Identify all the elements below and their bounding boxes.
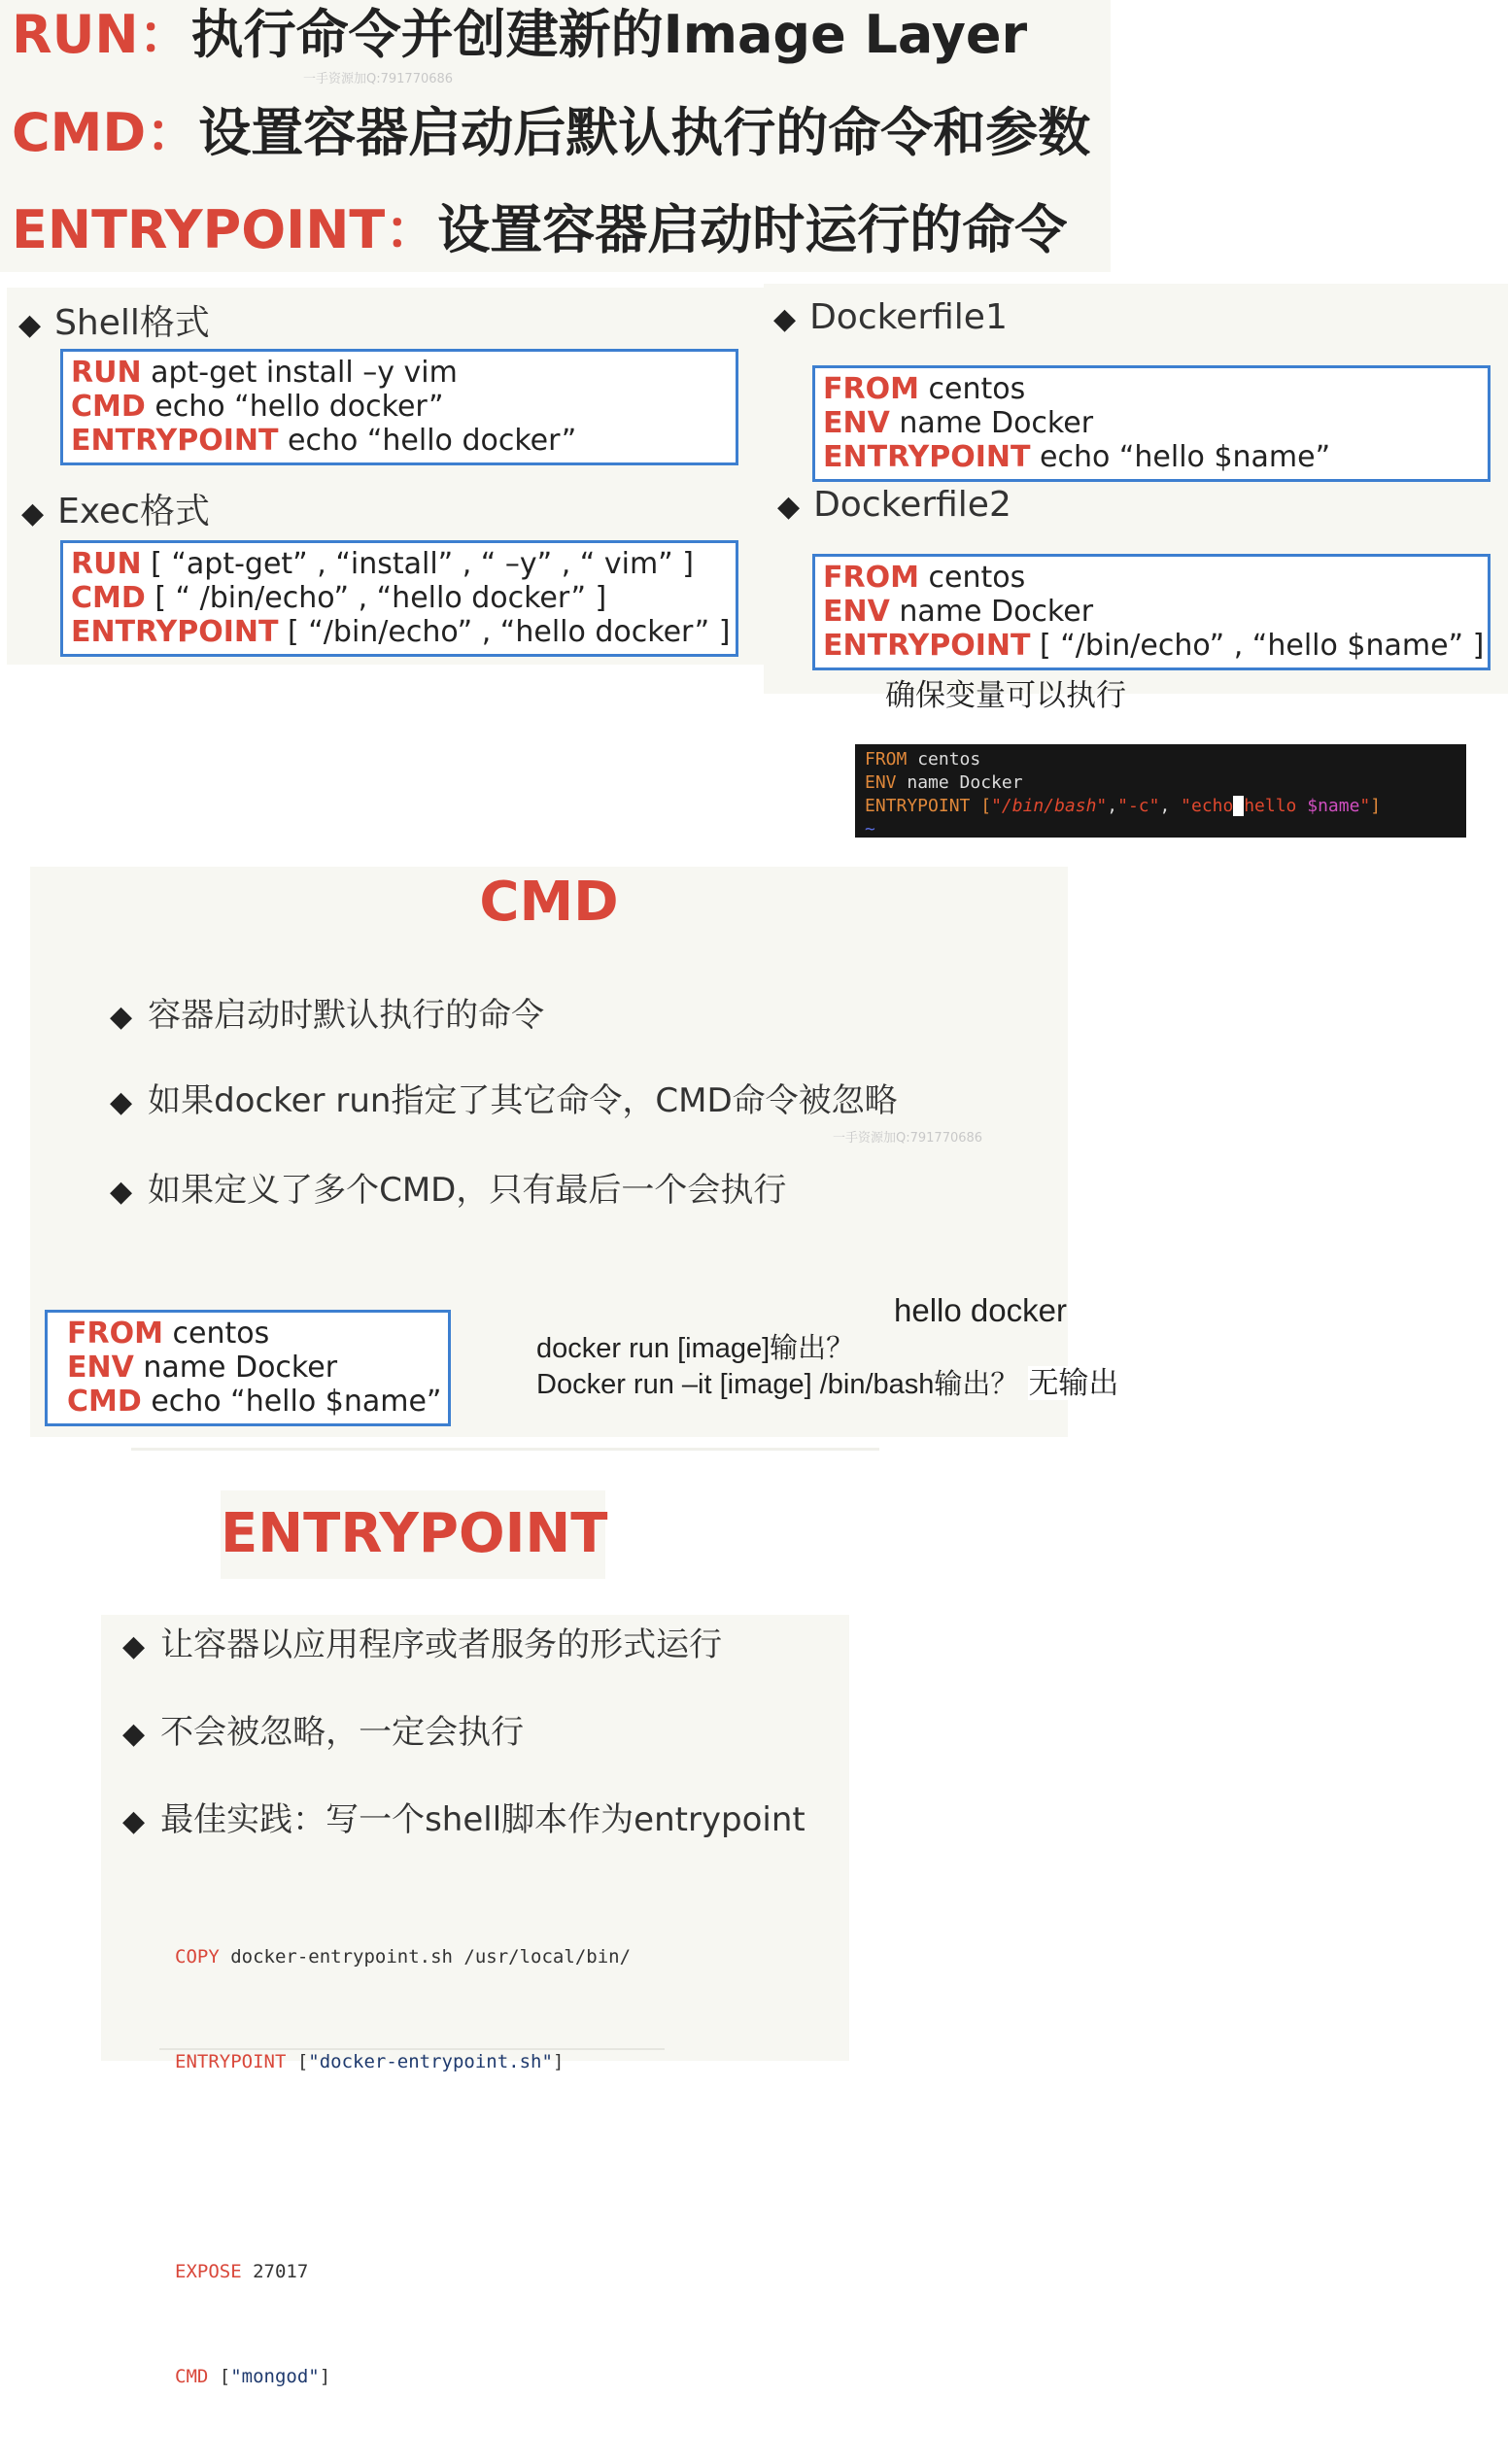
diamond-bullet-icon: ◆ (110, 1000, 133, 1034)
code-text: echo “hello docker” (145, 390, 444, 424)
terminal-line (865, 795, 1457, 818)
format-panel (7, 288, 764, 665)
code-text: [ “/bin/echo” , “hello docker” ] (278, 615, 731, 649)
headline-sep: ： (146, 102, 199, 163)
terminal-editor (855, 744, 1466, 838)
headline-key: RUN (12, 4, 139, 65)
headline-key: CMD (12, 102, 147, 163)
headline-text: 执行命令并创建新的Image Layer (190, 4, 1028, 65)
code-text: [ “apt-get” , “install” , “ –y” , “ vim” ] (141, 547, 694, 581)
code-text: centos (162, 1317, 270, 1351)
code-line (175, 2254, 631, 2289)
keyword: ENTRYPOINT (823, 440, 1031, 474)
keyword: ENTRYPOINT (865, 796, 971, 816)
entrypoint-code-sample (175, 1869, 631, 2464)
note-variable: 确保变量可以执行 (885, 678, 1126, 713)
code-text: echo “hello docker” (278, 424, 577, 458)
section-title: Dockerfile1 (809, 297, 1008, 337)
string: "/bin/bash" (991, 796, 1108, 816)
code-text: docker-entrypoint.sh /usr/local/bin/ (219, 1946, 632, 1968)
terminal-line (865, 771, 1457, 795)
keyword: ENTRYPOINT (823, 629, 1031, 663)
keyword: ENV (823, 595, 890, 629)
section-title: Exec格式 (57, 492, 210, 531)
cmd-example-code-box (45, 1310, 451, 1426)
code-text: name Docker (133, 1351, 338, 1385)
keyword: EXPOSE (175, 2261, 242, 2282)
bullet-text: 最佳实践：写一个shell脚本作为entrypoint (160, 1800, 805, 1839)
diamond-bullet-icon: ◆ (110, 1085, 133, 1119)
dockerfile1-code-box (812, 365, 1491, 482)
diamond-bullet-icon: ◆ (773, 302, 797, 336)
code-line (71, 581, 728, 615)
exec-format-heading (21, 484, 210, 533)
question-2: Docker run –it [image] /bin/bash输出？ (536, 1369, 1019, 1400)
bullet-text: 让容器以应用程序或者服务的形式运行 (160, 1626, 723, 1664)
code-line (175, 1939, 631, 1974)
section-title: Shell格式 (54, 303, 210, 343)
diamond-bullet-icon: ◆ (122, 1717, 146, 1751)
code-line (823, 561, 1480, 595)
code-text: name Docker (889, 406, 1094, 440)
diamond-bullet-icon: ◆ (777, 490, 801, 524)
bullet-text: 如果docker run指定了其它命令，CMD命令被忽略 (148, 1081, 898, 1120)
code-text: centos (918, 372, 1026, 406)
headline-sep: ： (385, 199, 438, 260)
code-line (71, 390, 728, 424)
cmd-title: CMD (479, 871, 619, 934)
code-text: apt-get install –y vim (141, 356, 458, 390)
divider (131, 1448, 879, 1451)
keyword: CMD (71, 581, 146, 615)
code-text: [ “ /bin/echo” , “hello docker” ] (145, 581, 607, 615)
code-text: echo “hello $name” (141, 1385, 442, 1419)
keyword: CMD (71, 390, 146, 424)
keyword: FROM (823, 561, 919, 595)
keyword: ENV (823, 406, 890, 440)
shell-format-code-box (60, 349, 738, 465)
code-text: name Docker (889, 595, 1094, 629)
keyword: ENV (865, 772, 897, 793)
string: "docker-entrypoint.sh" (308, 2051, 553, 2072)
string: "mongod" (230, 2366, 320, 2387)
code-text: [ (286, 2051, 309, 2072)
headline-cmd (12, 104, 1090, 161)
code-line (67, 1385, 440, 1419)
dockerfile2-heading (777, 485, 1011, 525)
code-line (823, 629, 1485, 663)
entrypoint-title-box (221, 1490, 608, 1579)
diamond-bullet-icon: ◆ (18, 308, 42, 342)
code-text: ] (552, 2051, 565, 2072)
answer-2: 无输出 (1028, 1366, 1119, 1400)
cmd-panel (30, 867, 1068, 1437)
dockerfile-panel (764, 284, 1508, 694)
dockerfile1-heading (773, 297, 1008, 337)
entrypoint-panel (101, 1615, 849, 2387)
keyword: ENTRYPOINT (71, 615, 279, 649)
divider (159, 2048, 665, 2050)
keyword: COPY (175, 1946, 220, 1968)
code-text: , (1159, 796, 1182, 816)
code-text: 27017 (241, 2261, 309, 2282)
headline-key: ENTRYPOINT (12, 199, 386, 260)
keyword: FROM (865, 749, 908, 770)
keyword: CMD (67, 1385, 142, 1419)
watermark: 一手资源加Q:791770686 (833, 1131, 983, 1146)
code-line (823, 406, 1480, 440)
headline-run (12, 6, 1027, 63)
headline-text: 设置容器启动后默认执行的命令和参数 (198, 102, 1091, 163)
headline-entrypoint (12, 201, 1067, 258)
bullet-text: 容器启动时默认执行的命令 (148, 996, 545, 1035)
keyword: RUN (71, 547, 142, 581)
cmd-bullet (110, 997, 544, 1035)
code-line (823, 372, 1480, 406)
code-text: echo “hello $name” (1030, 440, 1331, 474)
shell-format-heading (18, 295, 210, 345)
bullet-text: 如果定义了多个CMD，只有最后一个会执行 (148, 1171, 787, 1210)
terminal-line (865, 748, 1457, 771)
keyword: CMD (175, 2366, 209, 2387)
text-cursor (1233, 796, 1244, 816)
code-line (71, 424, 728, 458)
code-text: ] (319, 2366, 331, 2387)
question-2-row (536, 1366, 1118, 1401)
headline-text: 设置容器启动时运行的命令 (437, 199, 1068, 260)
tilde-marker: ~ (865, 819, 875, 839)
headline-sep: ： (138, 4, 191, 65)
keyword: ENTRYPOINT (175, 2051, 287, 2072)
code-line (71, 547, 728, 581)
cmd-bullet (110, 1172, 786, 1210)
code-text: [ (208, 2366, 231, 2387)
code-text: centos (907, 749, 981, 770)
code-text: name Docker (896, 772, 1023, 793)
entrypoint-bullet (122, 1801, 805, 1839)
diamond-bullet-icon: ◆ (122, 1629, 146, 1663)
code-text: ] (1370, 796, 1382, 816)
headline-panel (0, 0, 1111, 272)
keyword: ENTRYPOINT (71, 424, 279, 458)
variable: $name (1307, 796, 1360, 816)
string: "echo (1181, 796, 1234, 816)
string: "-c" (1117, 796, 1160, 816)
entrypoint-bullet (122, 1714, 524, 1752)
diamond-bullet-icon: ◆ (122, 1804, 146, 1838)
keyword: FROM (823, 372, 919, 406)
section-title: Dockerfile2 (813, 485, 1011, 525)
code-line (67, 1317, 440, 1351)
code-line (823, 595, 1480, 629)
code-line (175, 2359, 631, 2394)
diamond-bullet-icon: ◆ (21, 496, 45, 530)
blank-line (175, 2149, 631, 2184)
code-text: [ “/bin/echo” , “hello $name” ] (1030, 629, 1485, 663)
string: hello (1244, 796, 1308, 816)
code-text: , (1107, 796, 1118, 816)
keyword: RUN (71, 356, 142, 390)
bullet-text: 不会被忽略，一定会执行 (160, 1713, 525, 1752)
code-line (823, 440, 1480, 474)
watermark: 一手资源加Q:791770686 (303, 72, 454, 86)
entrypoint-bullet (122, 1626, 722, 1664)
code-line (67, 1351, 440, 1385)
string: " (1359, 796, 1371, 816)
dockerfile2-code-box (812, 554, 1491, 670)
code-text: centos (918, 561, 1026, 595)
cmd-bullet (110, 1082, 898, 1120)
code-line (71, 615, 731, 649)
diamond-bullet-icon: ◆ (110, 1175, 133, 1209)
entrypoint-title: ENTRYPOINT (221, 1502, 608, 1565)
code-line (71, 356, 728, 390)
keyword: FROM (67, 1317, 163, 1351)
exec-format-code-box (60, 540, 738, 657)
keyword: ENV (67, 1351, 134, 1385)
question-1: docker run [image]输出？ (536, 1333, 855, 1364)
answer-1: hello docker (894, 1292, 1067, 1328)
code-text: [ (970, 796, 992, 816)
